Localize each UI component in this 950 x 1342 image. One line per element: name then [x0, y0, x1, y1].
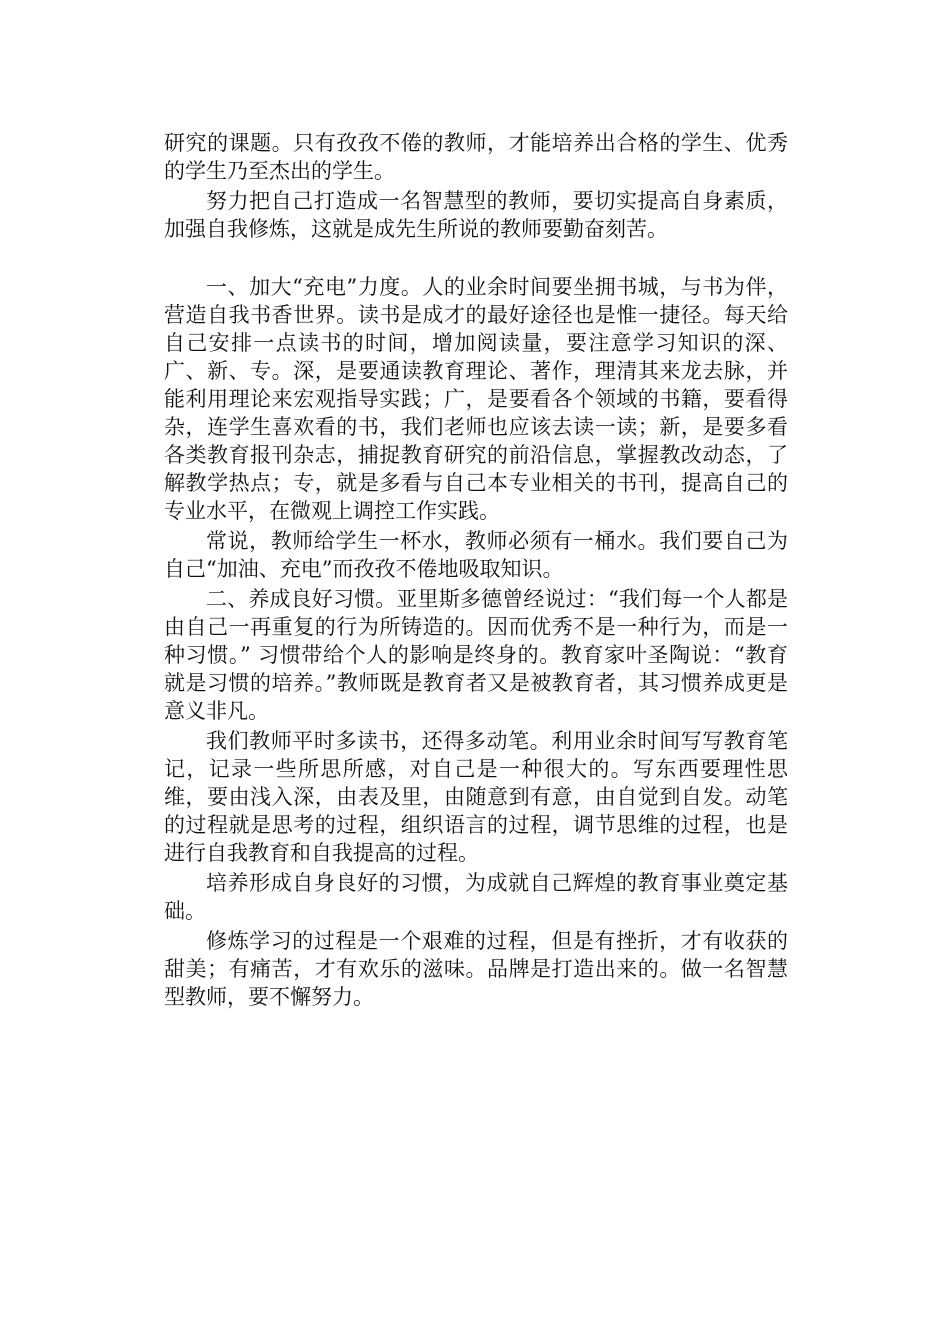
paragraph-6: 我们教师平时多读书，还得多动笔。利用业余时间写写教育笔记，记录一些所思所感，对自己是一种很大的。写东西要理性思维，要由浅入深，由表及里，由随意到有意，由自觉到自发。动笔的过程就是思考的过程，组织语言的过程，调节思维的过程，也是进行自我教育和自我提高的过程。 [164, 729, 788, 865]
document-body [164, 129, 788, 1013]
paragraph-8: 修炼学习的过程是一个艰难的过程，但是有挫折，才有收获的甜美；有痛苦，才有欢乐的滋味。品牌是打造出来的。做一名智慧型教师，要不懈努力。 [164, 929, 788, 1009]
paragraph-2: 努力把自己打造成一名智慧型的教师，要切实提高自身素质，加强自我修炼，这就是成先生所说的教师要勤奋刻苦。 [164, 189, 788, 241]
paragraph-3: 一、加大“充电”力度。人的业余时间要坐拥书城，与书为伴，营造自我书香世界。读书是成才的最好途径也是惟一捷径。每天给自己安排一点读书的时间，增加阅读量，要注意学习知识的深、广、新、专。深，是要通读教育理论、著作，理清其来龙去脉，并能利用理论来宏观指导实践；广，是要看各个领域的书籍，要看得杂，连学生喜欢看的书，我们老师也应该去读一读；新，是要多看各类教育报刊杂志，捕捉教育研究的前沿信息，掌握教改动态，了解教学热点；专，就是多看与自己本专业相关的书刊，提高自己的专业水平，在微观上调控工作实践。 [164, 275, 788, 523]
paragraph-7: 培养形成自身良好的习惯，为成就自己辉煌的教育事业奠定基础。 [164, 871, 788, 923]
paragraph-4: 常说，教师给学生一杯水，教师必须有一桶水。我们要自己为自己“加油、充电”而孜孜不倦地吸取知识。 [164, 529, 788, 581]
paragraph-5: 二、养成良好习惯。亚里斯多德曾经说过：“我们每一个人都是由自己一再重复的行为所铸造的。因而优秀不是一种行为，而是一种习惯。” 习惯带给个人的影响是终身的。教育家叶圣陶说：“教育就是习惯的培养。”教师既是教育者又是被教育者，其习惯养成更是意义非凡。 [164, 587, 788, 723]
paragraph-1: 研究的课题。只有孜孜不倦的教师，才能培养出合格的学生、优秀的学生乃至杰出的学生。 [164, 131, 788, 183]
blank-line [164, 245, 788, 273]
